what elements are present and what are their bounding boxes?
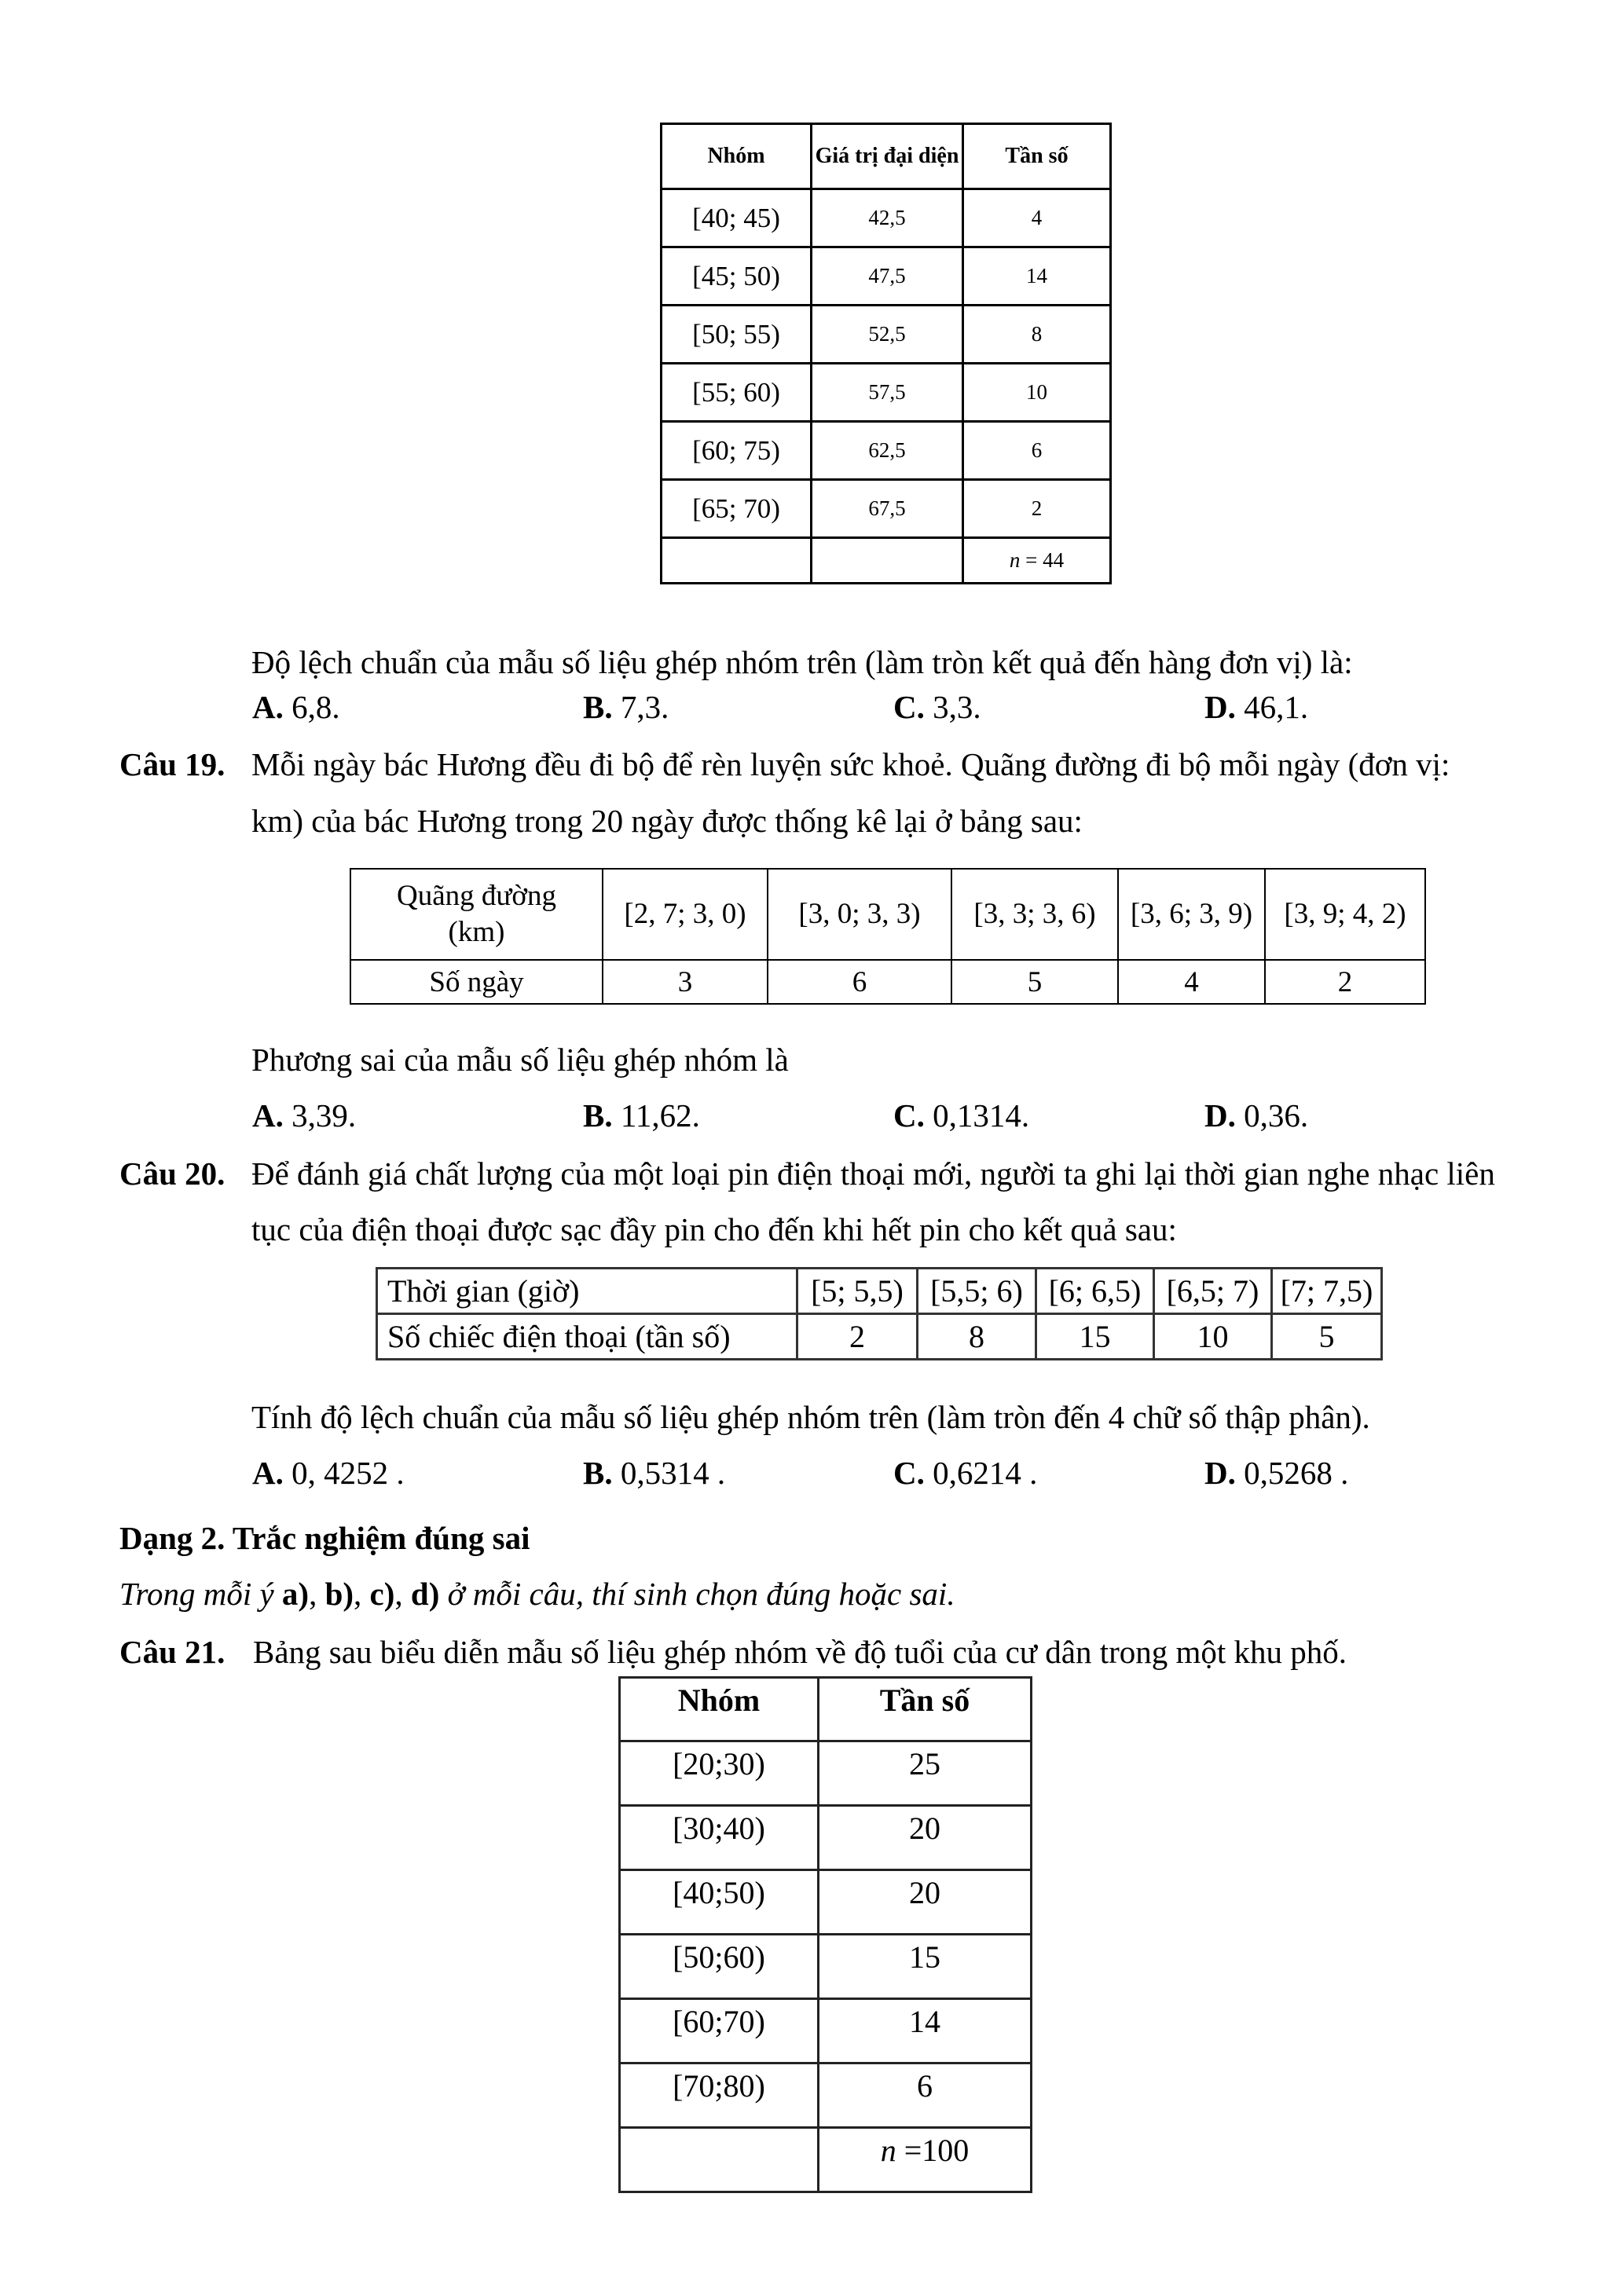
interval-cell: [6,5; 7) xyxy=(1154,1269,1272,1314)
interval-cell: [2, 7; 3, 0) xyxy=(603,869,768,960)
group-cell: [30;40) xyxy=(620,1806,819,1870)
instr-item-d: d) xyxy=(410,1576,440,1612)
instr-item-b: b) xyxy=(324,1576,354,1612)
answer-key: C. xyxy=(893,1455,925,1491)
question-label: Câu 20. xyxy=(119,1155,225,1192)
answer-option-b[interactable] xyxy=(583,1451,725,1495)
answer-option-d[interactable] xyxy=(1204,1451,1348,1495)
table-row xyxy=(620,1870,1032,1935)
frequency-cell: 20 xyxy=(819,1870,1032,1935)
count-cell: 6 xyxy=(768,960,951,1004)
frequency-cell: 8 xyxy=(963,306,1111,364)
row-label-time: Thời gian (giờ) xyxy=(377,1269,797,1314)
answer-text: 7,3. xyxy=(620,689,669,725)
answer-option-b[interactable] xyxy=(583,1093,700,1137)
answer-option-a[interactable] xyxy=(252,1093,356,1137)
q19-line-1 xyxy=(0,742,1624,786)
total-cell xyxy=(963,538,1111,584)
frequency-cell: 6 xyxy=(819,2063,1032,2128)
answer-key: C. xyxy=(893,1097,925,1133)
group-cell: [60;70) xyxy=(620,1999,819,2063)
midpoint-cell: 67,5 xyxy=(812,480,963,538)
answer-key: A. xyxy=(252,1097,284,1133)
header-group: Nhóm xyxy=(662,124,812,189)
answer-key: A. xyxy=(252,689,284,725)
question-label: Câu 19. xyxy=(119,746,225,782)
count-cell: 15 xyxy=(1036,1314,1154,1360)
group-cell: [40; 45) xyxy=(662,189,812,247)
answer-text: 0,36. xyxy=(1244,1097,1309,1133)
group-cell: [20;30) xyxy=(620,1741,819,1806)
instr-sep: , xyxy=(394,1576,411,1612)
table-row xyxy=(662,247,1111,306)
table-total-row xyxy=(662,538,1111,584)
group-cell: [60; 75) xyxy=(662,422,812,480)
answer-option-c[interactable] xyxy=(893,1093,1029,1137)
table-row xyxy=(350,960,1425,1004)
total-cell xyxy=(819,2128,1032,2192)
table-row xyxy=(662,422,1111,480)
total-value: = 44 xyxy=(1025,548,1065,572)
interval-cell: [5; 5,5) xyxy=(797,1269,918,1314)
empty-cell xyxy=(812,538,963,584)
answer-text: 46,1. xyxy=(1244,689,1309,725)
q19-line-2: km) của bác Hương trong 20 ngày được thống kê lại ở bảng sau: xyxy=(251,803,1083,839)
q19-prompt: Phương sai của mẫu số liệu ghép nhóm là xyxy=(251,1042,789,1078)
frequency-cell: 6 xyxy=(963,422,1111,480)
interval-cell: [3, 9; 4, 2) xyxy=(1265,869,1425,960)
group-cell: [65; 70) xyxy=(662,480,812,538)
frequency-cell: 4 xyxy=(963,189,1111,247)
answer-text: 0,5268 . xyxy=(1244,1455,1349,1491)
table-header-row xyxy=(350,869,1425,960)
frequency-cell: 10 xyxy=(963,364,1111,422)
table-row xyxy=(620,1935,1032,1999)
table-header-row xyxy=(377,1269,1382,1314)
group-cell: [50; 55) xyxy=(662,306,812,364)
group-cell: [55; 60) xyxy=(662,364,812,422)
group-cell: [40;50) xyxy=(620,1870,819,1935)
table-header-row xyxy=(662,124,1111,189)
answer-option-c[interactable] xyxy=(893,685,981,729)
answer-key: A. xyxy=(252,1455,284,1491)
midpoint-cell: 42,5 xyxy=(812,189,963,247)
count-cell: 3 xyxy=(603,960,768,1004)
midpoint-cell: 57,5 xyxy=(812,364,963,422)
table-row xyxy=(377,1314,1382,1360)
table-row xyxy=(620,1806,1032,1870)
answer-key: D. xyxy=(1204,1097,1236,1133)
empty-cell xyxy=(620,2128,819,2192)
label-line: Quãng đường xyxy=(396,880,556,912)
total-variable: n xyxy=(1009,548,1021,572)
count-cell: 2 xyxy=(1265,960,1425,1004)
instr-item-a: a) xyxy=(281,1576,310,1612)
interval-cell: [3, 0; 3, 3) xyxy=(768,869,951,960)
q20-battery-table xyxy=(376,1267,1383,1360)
interval-cell: [6; 6,5) xyxy=(1036,1269,1154,1314)
q20-prompt: Tính độ lệch chuẩn của mẫu số liệu ghép nhóm trên (làm tròn đến 4 chữ số thập phân). xyxy=(251,1399,1370,1435)
header-group: Nhóm xyxy=(620,1678,819,1741)
row-label-days: Số ngày xyxy=(350,960,603,1004)
table-total-row xyxy=(620,2128,1032,2192)
answer-key: B. xyxy=(583,1455,613,1491)
q18-prompt: Độ lệch chuẩn của mẫu số liệu ghép nhóm trên (làm tròn kết quả đến hàng đơn vị) là: xyxy=(251,644,1353,680)
q18-frequency-table xyxy=(660,123,1112,584)
section-instructions xyxy=(119,1572,955,1616)
answer-option-b[interactable] xyxy=(583,685,669,729)
answer-key: D. xyxy=(1204,1455,1236,1491)
count-cell: 8 xyxy=(918,1314,1036,1360)
table-header-row xyxy=(620,1678,1032,1741)
frequency-cell: 15 xyxy=(819,1935,1032,1999)
answer-key: B. xyxy=(583,1097,613,1133)
section-title: Dạng 2. Trắc nghiệm đúng sai xyxy=(119,1520,530,1556)
row-label-distance xyxy=(350,869,603,960)
midpoint-cell: 62,5 xyxy=(812,422,963,480)
frequency-cell: 20 xyxy=(819,1806,1032,1870)
count-cell: 4 xyxy=(1118,960,1265,1004)
group-cell: [50;60) xyxy=(620,1935,819,1999)
table-row xyxy=(662,306,1111,364)
frequency-cell: 14 xyxy=(963,247,1111,306)
table-row xyxy=(620,1741,1032,1806)
frequency-cell: 14 xyxy=(819,1999,1032,2063)
question-label: Câu 21. xyxy=(119,1634,225,1670)
table-row xyxy=(662,189,1111,247)
instr-sep: , xyxy=(309,1576,325,1612)
interval-cell: [3, 6; 3, 9) xyxy=(1118,869,1265,960)
count-cell: 5 xyxy=(951,960,1118,1004)
answer-option-c[interactable] xyxy=(893,1451,1037,1495)
answer-text: 6,8. xyxy=(291,689,340,725)
table-row xyxy=(662,480,1111,538)
label-line: (km) xyxy=(448,916,505,948)
q20-line-1 xyxy=(0,1152,1624,1196)
answer-text: 0,6214 . xyxy=(933,1455,1038,1491)
count-cell: 5 xyxy=(1272,1314,1382,1360)
table-row xyxy=(620,1999,1032,2063)
instr-item-c: c) xyxy=(369,1576,395,1612)
answer-text: 3,3. xyxy=(933,689,981,725)
frequency-cell: 25 xyxy=(819,1741,1032,1806)
q21-line-1 xyxy=(0,1630,1624,1674)
question-text: Để đánh giá chất lượng của một loại pin điện thoại mới, người ta ghi lại thời gian nghe nhạc liên xyxy=(251,1155,1495,1192)
midpoint-cell: 47,5 xyxy=(812,247,963,306)
q19-distance-table xyxy=(350,868,1426,1005)
midpoint-cell: 52,5 xyxy=(812,306,963,364)
answer-option-a[interactable] xyxy=(252,1451,405,1495)
answer-text: 0, 4252 . xyxy=(291,1455,405,1491)
frequency-cell: 2 xyxy=(963,480,1111,538)
q21-age-table xyxy=(618,1676,1032,2193)
answer-option-d[interactable] xyxy=(1204,685,1308,729)
count-cell: 2 xyxy=(797,1314,918,1360)
header-frequency: Tần số xyxy=(819,1678,1032,1741)
count-cell: 10 xyxy=(1154,1314,1272,1360)
instr-text: ở mỗi câu, thí sinh chọn đúng hoặc sai. xyxy=(439,1576,955,1612)
interval-cell: [5,5; 6) xyxy=(918,1269,1036,1314)
empty-cell xyxy=(662,538,812,584)
total-variable: n xyxy=(880,2133,896,2168)
group-cell: [45; 50) xyxy=(662,247,812,306)
question-text: Bảng sau biểu diễn mẫu số liệu ghép nhóm về độ tuổi của cư dân trong một khu phố. xyxy=(253,1634,1347,1670)
answer-key: D. xyxy=(1204,689,1236,725)
header-midpoint: Giá trị đại diện xyxy=(812,124,963,189)
answer-key: C. xyxy=(893,689,925,725)
table-row xyxy=(620,2063,1032,2128)
instr-sep: , xyxy=(354,1576,370,1612)
answer-text: 0,5314 . xyxy=(620,1455,726,1491)
answer-option-a[interactable] xyxy=(252,685,340,729)
answer-key: B. xyxy=(583,689,613,725)
interval-cell: [7; 7,5) xyxy=(1272,1269,1382,1314)
total-value: =100 xyxy=(904,2133,970,2168)
row-label-phones: Số chiếc điện thoại (tần số) xyxy=(377,1314,797,1360)
header-frequency: Tần số xyxy=(963,124,1111,189)
interval-cell: [3, 3; 3, 6) xyxy=(951,869,1118,960)
q20-line-2: tục của điện thoại được sạc đầy pin cho đến khi hết pin cho kết quả sau: xyxy=(251,1211,1177,1247)
instr-text: Trong mỗi ý xyxy=(119,1576,282,1612)
answer-option-d[interactable] xyxy=(1204,1093,1308,1137)
answer-text: 0,1314. xyxy=(933,1097,1030,1133)
table-row xyxy=(662,364,1111,422)
group-cell: [70;80) xyxy=(620,2063,819,2128)
answer-text: 11,62. xyxy=(620,1097,700,1133)
question-text: Mỗi ngày bác Hương đều đi bộ để rèn luyện sức khoẻ. Quãng đường đi bộ mỗi ngày (đơn vị: xyxy=(251,746,1450,782)
answer-text: 3,39. xyxy=(291,1097,357,1133)
